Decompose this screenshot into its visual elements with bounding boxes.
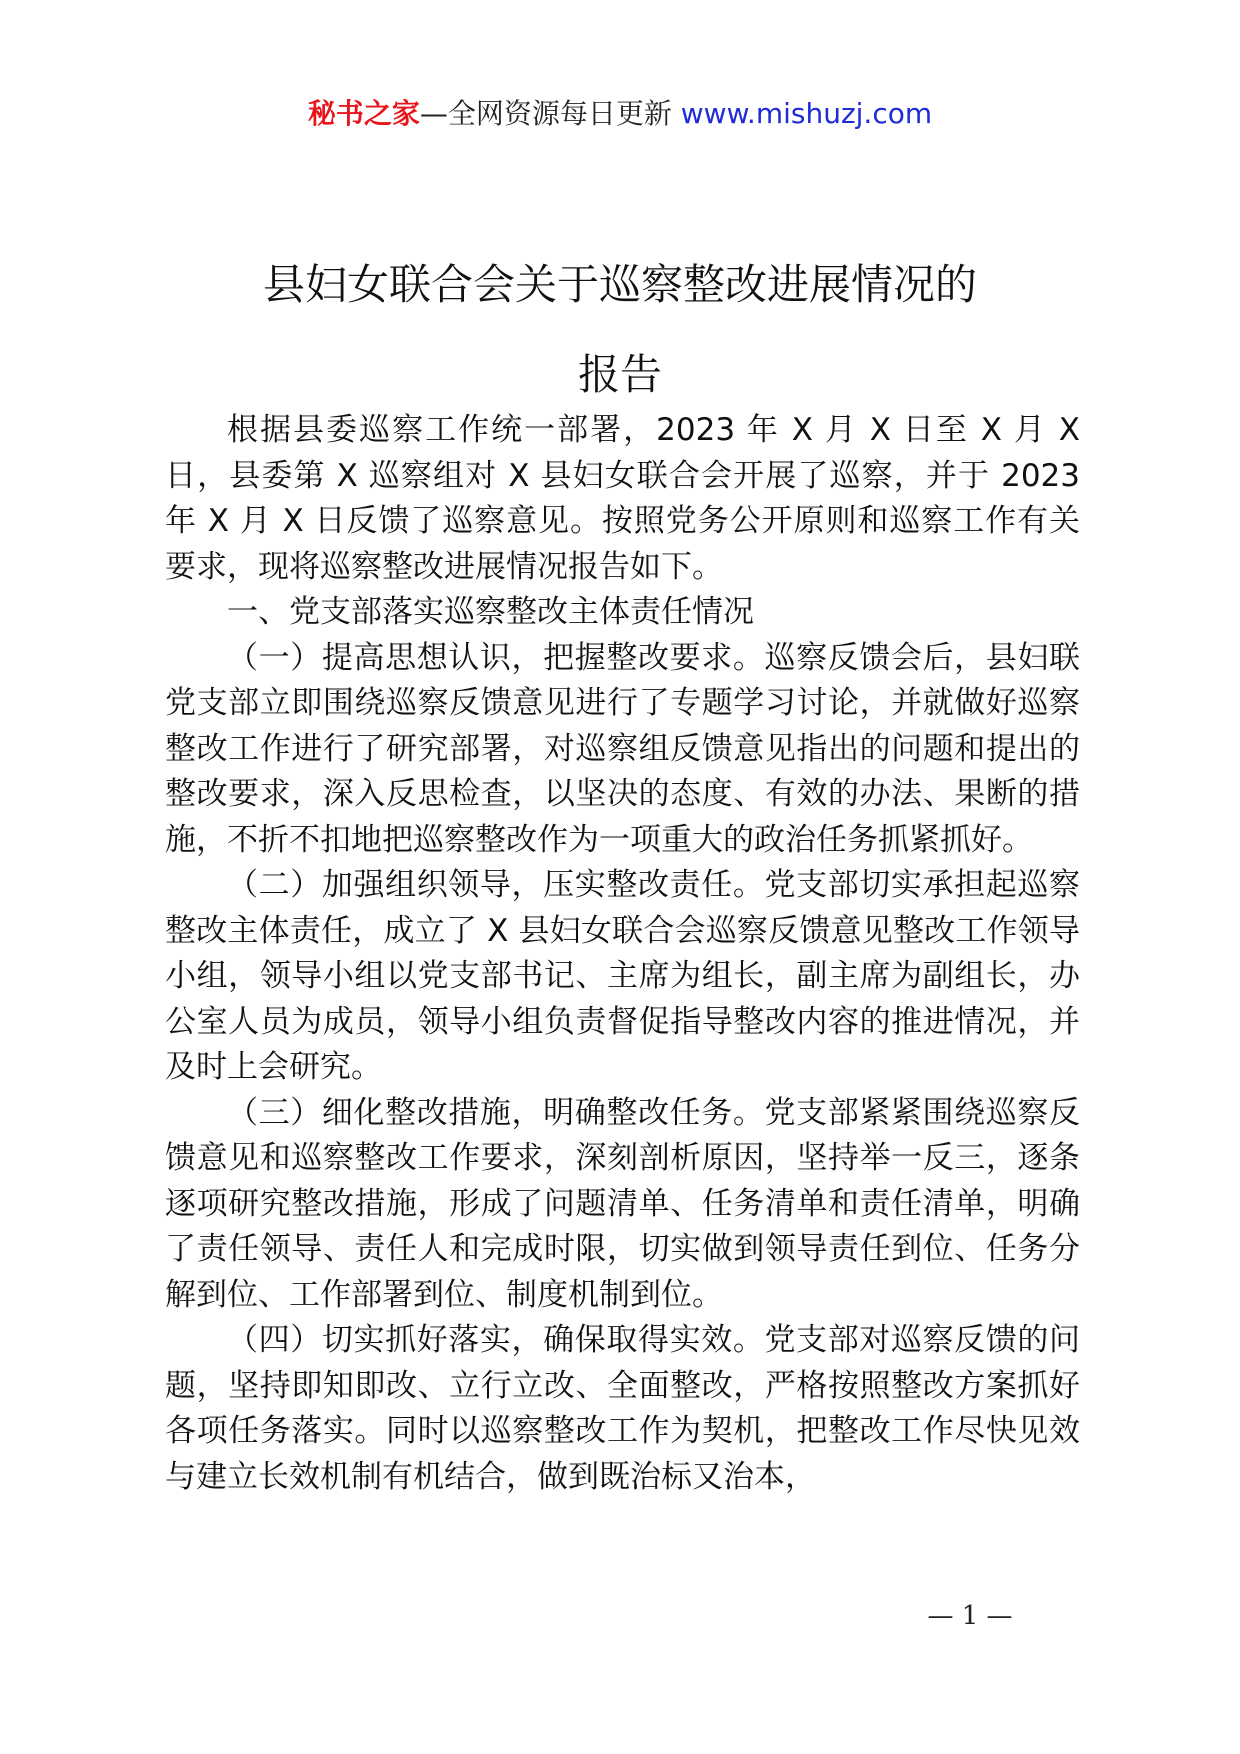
document-body (165, 408, 1080, 1500)
body-paragraph-4: （四）切实抓好落实，确保取得实效。党支部对巡察反馈的问题，坚持即知即改、立行立改、全面整改，严格按照整改方案抓好各项任务落实。同时以巡察整改工作为契机，把整改工作尽快见效与建立长效机制有机结合，做到既治标又治本， (165, 1322, 1080, 1495)
site-url-link[interactable]: www.mishuzj.com (680, 97, 933, 130)
body-paragraph-1: （一）提高思想认识，把握整改要求。巡察反馈会后，县妇联党支部立即围绕巡察反馈意见进行了专题学习讨论，并就做好巡察整改工作进行了研究部署，对巡察组反馈意见指出的问题和提出的整改要求，深入反思检查，以坚决的态度、有效的办法、果断的措施，不折不扣地把巡察整改作为一项重大的政治任务抓紧抓好。 (165, 639, 1080, 858)
header-tagline: —全网资源每日更新 (419, 97, 681, 130)
document-title-line-2: 报告 (577, 350, 662, 399)
section-heading-1: 一、党支部落实巡察整改主体责任情况 (227, 594, 754, 630)
document-title (0, 240, 1240, 420)
body-paragraph-3: （三）细化整改措施，明确整改任务。党支部紧紧围绕巡察反馈意见和巡察整改工作要求，深刻剖析原因，坚持举一反三，逐条逐项研究整改措施，形成了问题清单、任务清单和责任清单，明确了责任领导、责任人和完成时限，切实做到领导责任到位、任务分解到位、工作部署到位、制度机制到位。 (165, 1094, 1080, 1313)
body-paragraph-2: （二）加强组织领导，压实整改责任。党支部切实承担起巡察整改主体责任，成立了 X 县妇女联合会巡察反馈意见整改工作领导小组，领导小组以党支部书记、主席为组长，副主席为副组长，办公室人员为成员，领导小组负责督促指导整改内容的推进情况，并及时上会研究。 (165, 867, 1080, 1085)
brand-name: 秘书之家 (307, 97, 420, 130)
document-title-line-1: 县妇女联合会关于巡察整改进展情况的 (262, 260, 977, 309)
intro-paragraph: 根据县委巡察工作统一部署，2023 年 X 月 X 日至 X 月 X 日，县委第 X 巡察组对 X 县妇女联合会开展了巡察，并于 2023 年 X 月 X 日反馈了巡察意见。按照党务公开原则和巡察工作有关要求，现将巡察整改进展情况报告如下。 (165, 412, 1080, 585)
site-header (0, 94, 1240, 134)
page-number: — 1 — (927, 1601, 1013, 1631)
